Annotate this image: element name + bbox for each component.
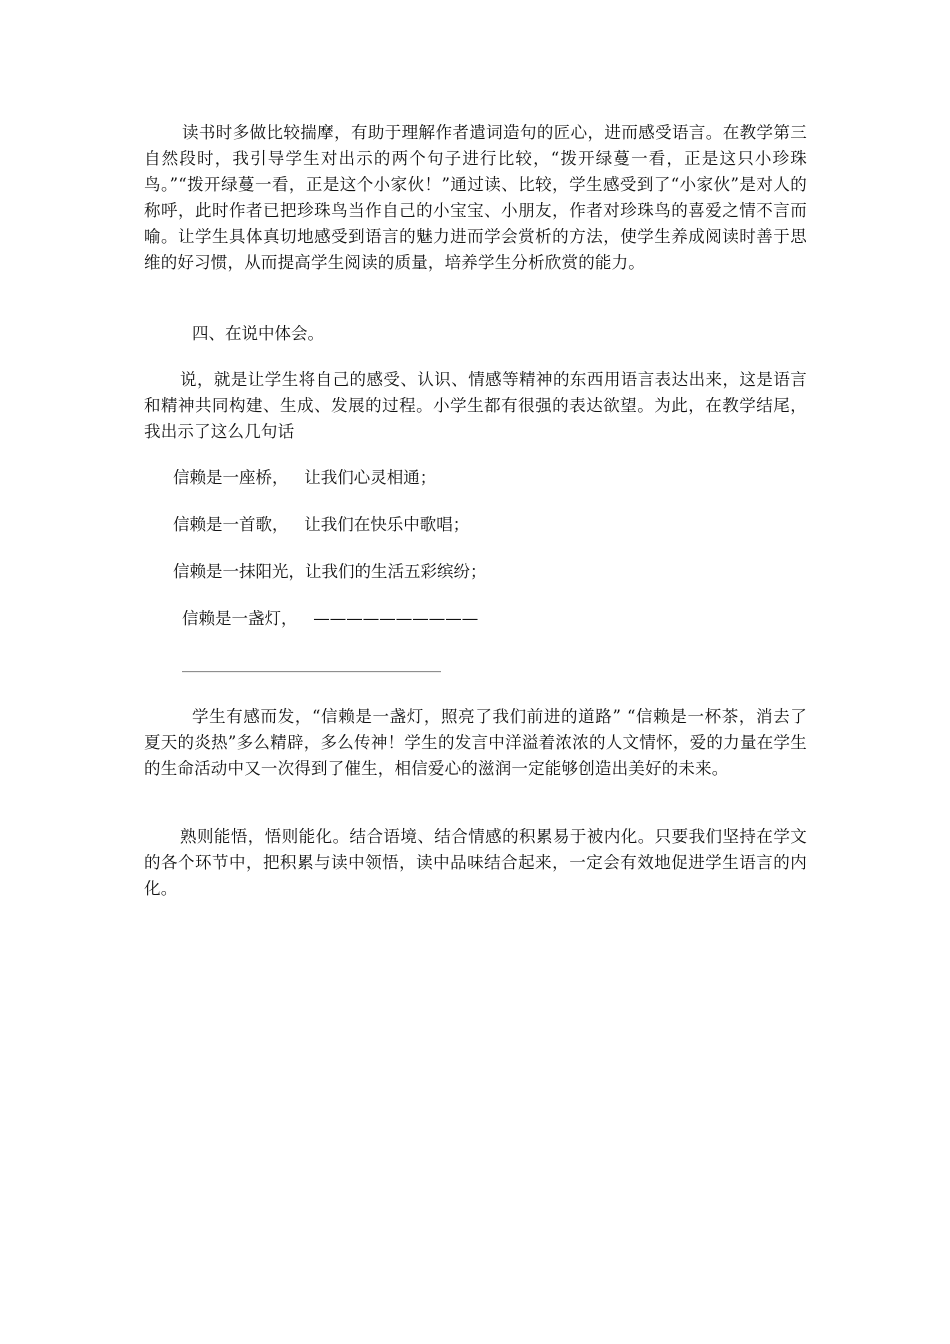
verse-blank-line: _____________________________________	[182, 657, 441, 673]
document-page	[144, 120, 807, 898]
verse-line-lamp: 信赖是一盏灯， ——————————	[182, 609, 479, 628]
paragraph-speaking: 说，就是让学生将自己的感受、认识、情感等精神的东西用语言表达出来，这是语言和精神共同构建、生成、发展的过程。小学生都有很强的表达欲望。为此，在教学结尾，我出示了这么几句话	[144, 370, 807, 441]
paragraph-conclusion: 熟则能悟，悟则能化。结合语境、结合情感的积累易于被内化。只要我们坚持在学文的各个环节中，把积累与读中领悟，读中品味结合起来，一定会有效地促进学生语言的内化。	[144, 827, 807, 898]
verse-line-song: 信赖是一首歌， 让我们在快乐中歌唱；	[173, 515, 470, 534]
verse-line-bridge: 信赖是一座桥， 让我们心灵相通；	[173, 468, 437, 487]
paragraph-comparison-reading: 读书时多做比较揣摩，有助于理解作者遣词造句的匠心，进而感受语言。在教学第三自然段时，我引导学生对出示的两个句子进行比较，“拨开绿蔓一看，正是这只小珍珠鸟。”“拨开绿蔓一看，正是这个小家伙！”通过读、比较，学生感受到了“小家伙”是对人的称呼，此时作者已把珍珠鸟当作自己的小宝宝、小朋友，作者对珍珠鸟的喜爱之情不言而喻。让学生具体真切地感受到语言的魅力进而学会赏析的方法，使学生养成阅读时善于思维的好习惯，从而提高学生阅读的质量，培养学生分析欣赏的能力。	[144, 123, 807, 272]
paragraph-student-responses: 学生有感而发，“信赖是一盏灯，照亮了我们前进的道路” “信赖是一杯茶，消去了夏天的炎热”多么精辟，多么传神！学生的发言中洋溢着浓浓的人文情怀，爱的力量在学生的生命活动中又一次得到了催生，相信爱心的滋润一定能够创造出美好的未来。	[144, 707, 807, 778]
verse-line-sunshine: 信赖是一抹阳光，让我们的生活五彩缤纷；	[173, 562, 487, 581]
section-heading-four: 四、在说中体会。	[192, 324, 324, 343]
